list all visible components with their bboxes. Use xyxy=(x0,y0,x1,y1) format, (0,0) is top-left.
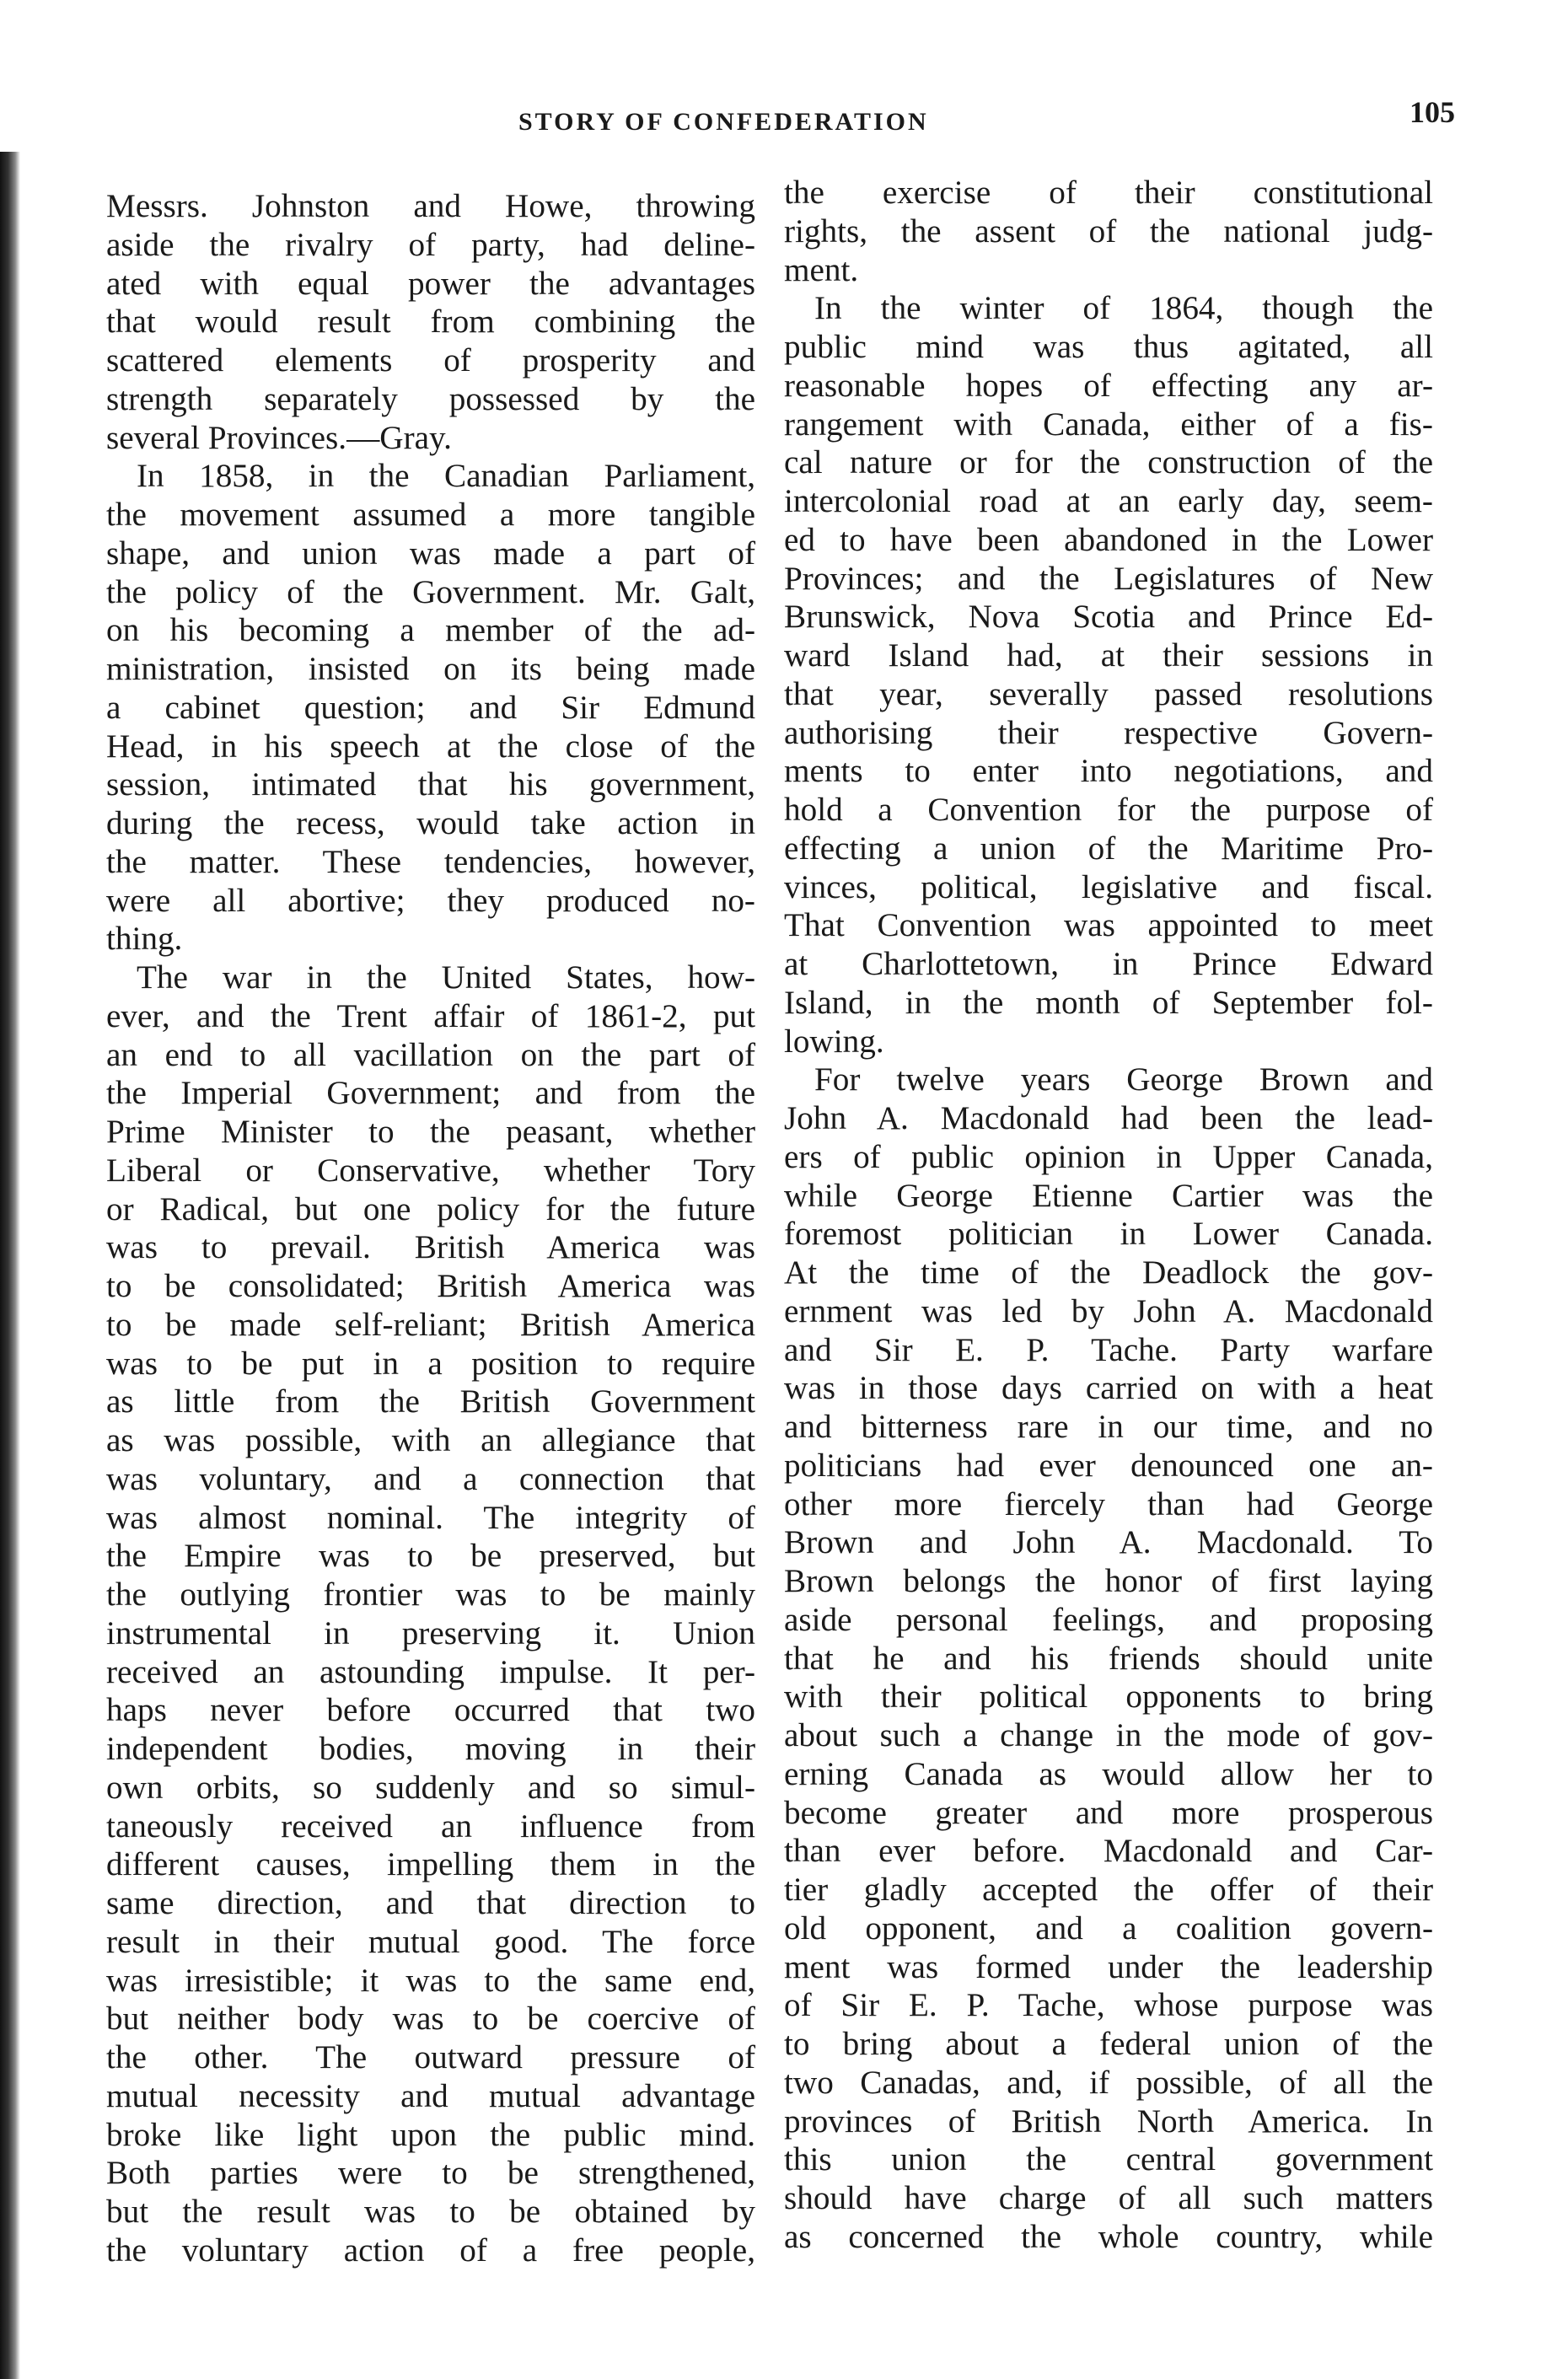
text-line: Both parties were to be strengthened, xyxy=(106,2155,755,2192)
text-line: a cabinet question; and Sir Edmund xyxy=(106,689,755,726)
text-line: ated with equal power the advantages xyxy=(106,265,755,302)
text-line: the policy of the Government. Mr. Galt, xyxy=(106,573,755,610)
text-line: effecting a union of the Maritime Pro- xyxy=(784,830,1433,867)
left-column xyxy=(106,187,755,2270)
page-number: 105 xyxy=(1410,95,1455,129)
text-line: shape, and union was made a part of xyxy=(106,534,755,572)
text-line: two Canadas, and, if possible, of all the xyxy=(784,2064,1433,2101)
text-line: independent bodies, moving in their xyxy=(106,1731,755,1767)
text-line: was to be put in a position to require xyxy=(106,1345,755,1382)
text-line: Brunswick, Nova Scotia and Prince Ed- xyxy=(784,599,1433,636)
text-line: ment. xyxy=(784,251,859,288)
text-line: that would result from combining the xyxy=(106,303,755,341)
text-line: taneously received an influence from xyxy=(106,1807,755,1845)
text-line: John A. Macdonald had been the lead- xyxy=(784,1100,1433,1136)
text-line: than ever before. Macdonald and Car- xyxy=(784,1833,1433,1870)
text-line: other more fiercely than had George xyxy=(784,1485,1433,1522)
text-line: mutual necessity and mutual advantage xyxy=(106,2077,755,2114)
text-line: In the winter of 1864, though the xyxy=(814,290,1433,327)
text-line: rangement with Canada, either of a fis- xyxy=(784,405,1433,443)
text-line: with their political opponents to bring xyxy=(784,1678,1433,1716)
text-line: aside personal feelings, and proposing xyxy=(784,1601,1433,1638)
text-line: cal nature or for the construction of the xyxy=(784,444,1433,481)
text-line: ward Island had, at their sessions in xyxy=(784,637,1433,674)
page-binding-shadow xyxy=(0,152,20,2379)
text-line: erning Canada as would allow her to xyxy=(784,1755,1433,1792)
text-line: this union the central government xyxy=(784,2141,1433,2178)
text-line: ments to enter into negotiations, and xyxy=(784,753,1433,790)
text-line: scattered elements of prosperity and xyxy=(106,342,755,379)
text-line: at Charlottetown, in Prince Edward xyxy=(784,946,1433,982)
text-line: instrumental in preserving it. Union xyxy=(106,1614,755,1651)
text-line: the other. The outward pressure of xyxy=(106,2039,755,2076)
text-line: the Empire was to be preserved, but xyxy=(106,1538,755,1575)
text-line: was in those days carried on with a heat xyxy=(784,1370,1433,1407)
text-line: Messrs. Johnston and Howe, throwing xyxy=(106,188,755,224)
text-line: as was possible, with an allegiance that xyxy=(106,1422,755,1458)
text-line: rights, the assent of the national judg- xyxy=(784,212,1433,250)
text-line: intercolonial road at an early day, seem- xyxy=(784,483,1433,519)
text-line: politicians had ever denounced one an- xyxy=(784,1447,1433,1484)
text-line: the Imperial Government; and from the xyxy=(106,1075,755,1112)
text-line: Head, in his speech at the close of the xyxy=(106,728,755,765)
text-line: public mind was thus agitated, all xyxy=(784,329,1433,365)
text-line: the voluntary action of a free people, xyxy=(106,2231,755,2269)
text-line: was irresistible; it was to the same end, xyxy=(106,1962,755,1999)
text-line: was to prevail. British America was xyxy=(106,1229,755,1266)
text-line: Liberal or Conservative, whether Tory xyxy=(106,1152,755,1189)
right-column xyxy=(784,174,1433,2257)
text-line: to be made self-reliant; British America xyxy=(106,1306,755,1343)
text-line: Prime Minister to the peasant, whether xyxy=(106,1114,755,1150)
text-line: during the recess, would take action in xyxy=(106,805,755,841)
text-line: the exercise of their constitutional xyxy=(784,175,1433,211)
text-line: provinces of British North America. In xyxy=(784,2102,1433,2140)
text-line: reasonable hopes of effecting any ar- xyxy=(784,367,1433,404)
text-line: on his becoming a member of the ad- xyxy=(106,612,755,649)
text-line: result in their mutual good. The force xyxy=(106,1923,755,1960)
text-line: hold a Convention for the purpose of xyxy=(784,792,1433,828)
text-line: become greater and more prosperous xyxy=(784,1794,1433,1831)
text-line: foremost politician in Lower Canada. xyxy=(784,1216,1433,1253)
text-line: haps never before occurred that two xyxy=(106,1692,755,1729)
text-line: own orbits, so suddenly and so simul- xyxy=(106,1769,755,1806)
text-line: ed to have been abandoned in the Lower xyxy=(784,521,1433,558)
text-line: In 1858, in the Canadian Parliament, xyxy=(137,458,755,495)
text-line: the matter. These tendencies, however, xyxy=(106,843,755,880)
text-line: Island, in the month of September fol- xyxy=(784,984,1433,1021)
text-line: old opponent, and a coalition govern- xyxy=(784,1909,1433,1947)
text-line: broke like light upon the public mind. xyxy=(106,2116,755,2153)
text-line: For twelve years George Brown and xyxy=(814,1061,1433,1098)
text-line: session, intimated that his government, xyxy=(106,766,755,803)
text-line: to be consolidated; British America was xyxy=(106,1268,755,1304)
text-line: about such a change in the mode of gov- xyxy=(784,1717,1433,1753)
text-line: the movement assumed a more tangible xyxy=(106,497,755,533)
text-line: tier gladly accepted the offer of their xyxy=(784,1872,1433,1908)
text-line: The war in the United States, how- xyxy=(137,959,755,996)
text-line: and bitterness rare in our time, and no xyxy=(784,1409,1433,1445)
text-line: strength separately possessed by the xyxy=(106,380,755,417)
text-line: ernment was led by John A. Macdonald xyxy=(784,1292,1433,1329)
text-line: and Sir E. P. Tache. Party warfare xyxy=(784,1331,1433,1368)
text-line: Provinces; and the Legislatures of New xyxy=(784,560,1433,597)
text-line: ers of public opinion in Upper Canada, xyxy=(784,1138,1433,1175)
text-line: should have charge of all such matters xyxy=(784,2180,1433,2216)
text-line: that he and his friends should unite xyxy=(784,1640,1433,1677)
text-line: was almost nominal. The integrity of xyxy=(106,1499,755,1536)
text-line: as little from the British Government xyxy=(106,1383,755,1420)
text-line: ministration, insisted on its being made xyxy=(106,651,755,687)
text-line: same direction, and that direction to xyxy=(106,1885,755,1921)
text-line: At the time of the Deadlock the gov- xyxy=(784,1254,1433,1291)
text-line: vinces, political, legislative and fiscal. xyxy=(784,868,1433,905)
text-line: or Radical, but one policy for the future xyxy=(106,1190,755,1227)
text-line: ever, and the Trent affair of 1861-2, put xyxy=(106,997,755,1034)
text-line: Brown belongs the honor of first laying xyxy=(784,1563,1433,1599)
text-line: the outlying frontier was to be mainly xyxy=(106,1576,755,1613)
text-line: an end to all vacillation on the part of xyxy=(106,1036,755,1073)
running-title: STORY OF CONFEDERATION xyxy=(518,108,929,136)
text-line: Brown and John A. Macdonald. To xyxy=(784,1524,1433,1561)
text-line: but neither body was to be coercive of xyxy=(106,2000,755,2038)
text-line: That Convention was appointed to meet xyxy=(784,907,1433,944)
text-line: received an astounding impulse. It per- xyxy=(106,1653,755,1690)
text-line: to bring about a federal union of the xyxy=(784,2026,1433,2062)
text-line: lowing. xyxy=(784,1023,884,1060)
text-line: was voluntary, and a connection that xyxy=(106,1460,755,1497)
text-line: ment was formed under the leadership xyxy=(784,1948,1433,1985)
text-line: aside the rivalry of party, had deline- xyxy=(106,226,755,263)
text-line: different causes, impelling them in the xyxy=(106,1846,755,1883)
text-line: as concerned the whole country, while xyxy=(784,2218,1433,2255)
text-line: authorising their respective Govern- xyxy=(784,714,1433,751)
text-line: were all abortive; they produced no- xyxy=(106,882,755,919)
text-line: while George Etienne Cartier was the xyxy=(784,1177,1433,1214)
text-line: but the result was to be obtained by xyxy=(106,2194,755,2230)
text-line: of Sir E. P. Tache, whose purpose was xyxy=(784,1987,1433,2024)
text-line: thing. xyxy=(106,921,183,958)
text-line: that year, severally passed resolutions xyxy=(784,675,1433,712)
text-line: several Provinces.—Gray. xyxy=(106,419,452,456)
